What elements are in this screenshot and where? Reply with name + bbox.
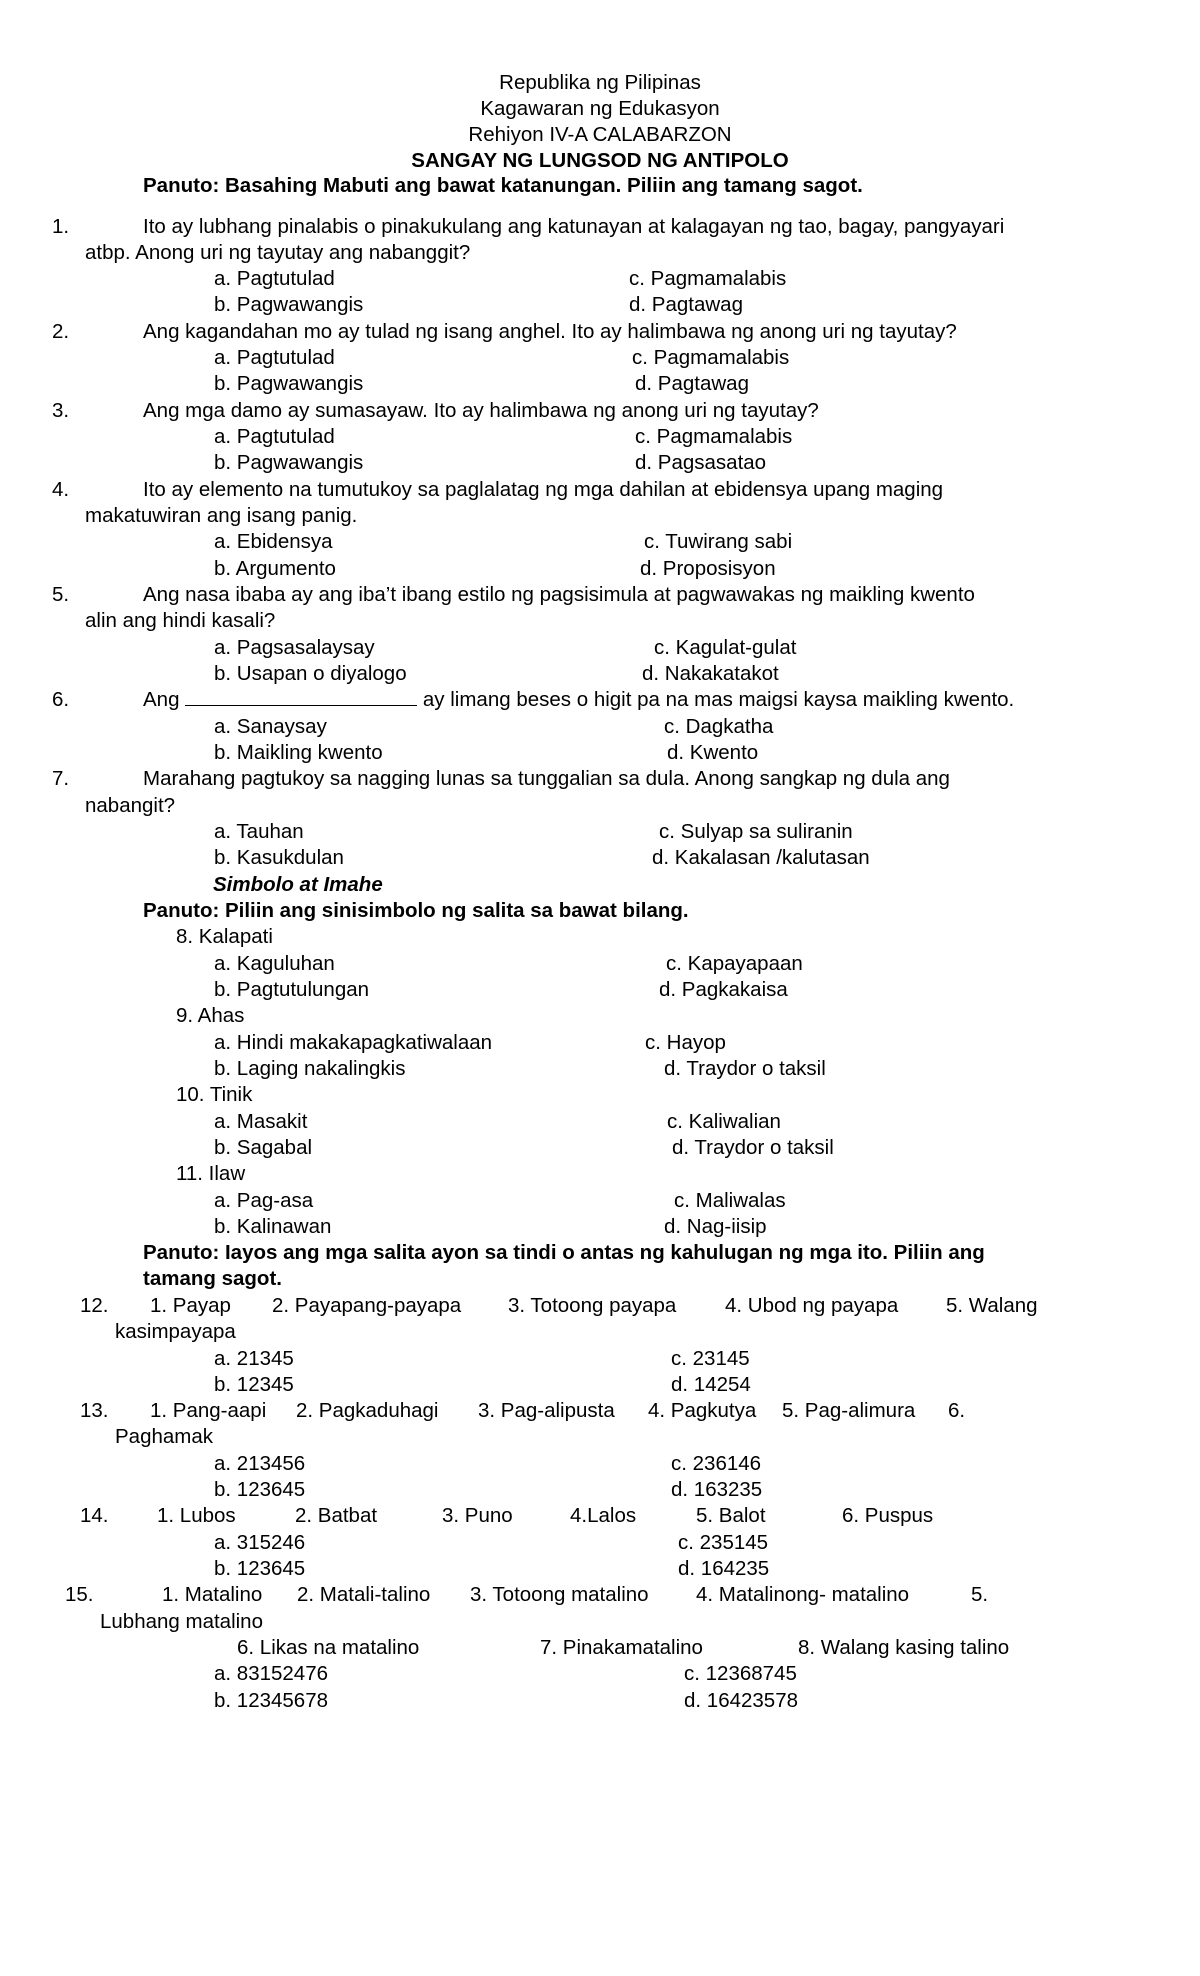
question-number: 1. [52, 215, 70, 238]
choice-d: d. Proposisyon [640, 557, 776, 580]
choice-a: a. Tauhan [214, 820, 304, 843]
word-1: 1. Lubos [157, 1504, 236, 1527]
choice-b: b. Argumento [214, 557, 336, 580]
word-6: 6. [948, 1399, 966, 1422]
choice-d: d. 163235 [671, 1478, 763, 1501]
question-text: Ito ay elemento na tumutukoy sa paglalatag ng mga dahilan at ebidensya upang maging [143, 478, 944, 501]
choice-d: d. Nag-iisip [664, 1215, 767, 1238]
choice-b: b. 123645 [214, 1557, 306, 1580]
choice-b: b. Pagwawangis [214, 372, 364, 395]
choice-a: a. 315246 [214, 1531, 306, 1554]
word-5: 5. Walang [946, 1294, 1038, 1317]
instruction-2: Panuto: Piliin ang sinisimbolo ng salita sa bawat bilang. [143, 899, 689, 922]
choice-a: a. Sanaysay [214, 715, 327, 738]
choice-d: d. Pagkakaisa [659, 978, 788, 1001]
question-text: Marahang pagtukoy sa nagging lunas sa tunggalian sa dula. Anong sangkap ng dula ang [143, 767, 950, 790]
instruction-3-cont: tamang sagot. [143, 1267, 282, 1290]
text-before-blank: Ang [143, 688, 180, 711]
question-number: 14. [80, 1504, 109, 1527]
choice-d: d. Traydor o taksil [664, 1057, 826, 1080]
question-label: 11. Ilaw [176, 1162, 246, 1185]
word-1: 1. Pang-aapi [150, 1399, 267, 1422]
choice-b: b. 12345678 [214, 1689, 329, 1712]
word-4: 4. Matalinong- matalino [696, 1583, 910, 1606]
choice-b: b. Kasukdulan [214, 846, 344, 869]
choice-c: c. Dagkatha [664, 715, 774, 738]
question-number: 3. [52, 399, 70, 422]
choice-a: a. 21345 [214, 1347, 294, 1370]
choice-d: d. 164235 [678, 1557, 770, 1580]
section-title: Simbolo at Imahe [213, 873, 383, 896]
choice-c: c. Kapayapaan [666, 952, 803, 975]
question-text-cont: atbp. Anong uri ng tayutay ang nabanggit? [85, 241, 471, 264]
word-4: 4. Ubod ng payapa [725, 1294, 899, 1317]
choice-a: a. Masakit [214, 1110, 308, 1133]
choice-a: a. 83152476 [214, 1662, 329, 1685]
word-8: 8. Walang kasing talino [798, 1636, 1010, 1659]
question-number: 5. [52, 583, 70, 606]
choice-c: c. Kaliwalian [667, 1110, 781, 1133]
word-3: 3. Totoong payapa [508, 1294, 677, 1317]
word-cont: Paghamak [115, 1425, 214, 1448]
choice-c: c. Hayop [645, 1031, 726, 1054]
word-3: 3. Totoong matalino [470, 1583, 649, 1606]
word-3: 3. Puno [442, 1504, 513, 1527]
word-2: 2. Payapang-payapa [272, 1294, 462, 1317]
choice-b: b. 12345 [214, 1373, 294, 1396]
choice-b: b. Pagwawangis [214, 293, 364, 316]
choice-a: a. Pagtutulad [214, 346, 335, 369]
choice-d: d. Nakakatakot [642, 662, 779, 685]
question-text: Ang mga damo ay sumasayaw. Ito ay halimbawa ng anong uri ng tayutay? [143, 399, 819, 422]
choice-c: c. 235145 [678, 1531, 769, 1554]
question-label: 9. Ahas [176, 1004, 245, 1027]
choice-c: c. Pagmamalabis [629, 267, 787, 290]
word-7: 7. Pinakamatalino [540, 1636, 703, 1659]
word-5: 5. Pag-alimura [782, 1399, 916, 1422]
choice-c: c. 23145 [671, 1347, 750, 1370]
choice-d: d. 14254 [671, 1373, 751, 1396]
choice-d: d. Kakalasan /kalutasan [652, 846, 870, 869]
word-4: 4.Lalos [570, 1504, 637, 1527]
word-1: 1. Payap [150, 1294, 231, 1317]
question-number: 13. [80, 1399, 109, 1422]
choice-c: c. 236146 [671, 1452, 762, 1475]
choice-b: b. Kalinawan [214, 1215, 332, 1238]
question-number: 7. [52, 767, 70, 790]
question-text [143, 687, 1014, 713]
word-5: 5. Balot [696, 1504, 766, 1527]
choice-a: a. Pagtutulad [214, 425, 335, 448]
word-2: 2. Pagkaduhagi [296, 1399, 439, 1422]
instruction-3: Panuto: Iayos ang mga salita ayon sa tindi o antas ng kahulugan ng mga ito. Piliin ang [143, 1241, 985, 1264]
choice-c: c. Pagmamalabis [635, 425, 793, 448]
question-number: 12. [80, 1294, 109, 1317]
choice-a: a. 213456 [214, 1452, 306, 1475]
choice-c: c. Sulyap sa suliranin [659, 820, 853, 843]
word-cont: kasimpayapa [115, 1320, 236, 1343]
question-text: Ang kagandahan mo ay tulad ng isang anghel. Ito ay halimbawa ng anong uri ng tayutay? [143, 320, 957, 343]
question-number: 6. [52, 688, 70, 711]
header-line-2: Kagawaran ng Edukasyon [480, 97, 720, 120]
question-label: 10. Tinik [176, 1083, 253, 1106]
header-line-1: Republika ng Pilipinas [499, 71, 701, 94]
choice-a: a. Ebidensya [214, 530, 333, 553]
header-line-3: Rehiyon IV-A CALABARZON [468, 123, 732, 146]
question-label: 8. Kalapati [176, 925, 273, 948]
choice-a: a. Hindi makakapagkatiwalaan [214, 1031, 493, 1054]
choice-a: a. Pagtutulad [214, 267, 335, 290]
choice-b: b. Maikling kwento [214, 741, 383, 764]
question-number: 15. [65, 1583, 94, 1606]
word-5: 5. [971, 1583, 989, 1606]
question-number: 4. [52, 478, 70, 501]
choice-d: d. Kwento [667, 741, 759, 764]
question-text-cont: nabangit? [85, 794, 176, 817]
question-text: Ito ay lubhang pinalabis o pinakukulang ang katunayan at kalagayan ng tao, bagay, pangyayari [143, 215, 1005, 238]
choice-a: a. Pagsasalaysay [214, 636, 375, 659]
word-4: 4. Pagkutya [648, 1399, 757, 1422]
word-6: 6. Likas na matalino [237, 1636, 420, 1659]
word-2: 2. Batbat [295, 1504, 378, 1527]
word-cont: Lubhang matalino [100, 1610, 263, 1633]
choice-b: b. Sagabal [214, 1136, 313, 1159]
choice-d: d. Pagtawag [635, 372, 749, 395]
question-text-cont: makatuwiran ang isang panig. [85, 504, 358, 527]
choice-a: a. Kaguluhan [214, 952, 335, 975]
word-2: 2. Matali-talino [297, 1583, 431, 1606]
choice-c: c. Pagmamalabis [632, 346, 790, 369]
choice-d: d. 16423578 [684, 1689, 799, 1712]
header-division: SANGAY NG LUNGSOD NG ANTIPOLO [411, 149, 789, 172]
choice-d: d. Traydor o taksil [672, 1136, 834, 1159]
choice-b: b. Pagwawangis [214, 451, 364, 474]
word-1: 1. Matalino [162, 1583, 263, 1606]
choice-b: b. Usapan o diyalogo [214, 662, 407, 685]
word-6: 6. Puspus [842, 1504, 934, 1527]
choice-d: d. Pagsasatao [635, 451, 767, 474]
instruction-1: Panuto: Basahing Mabuti ang bawat katanungan. Piliin ang tamang sagot. [143, 174, 863, 197]
choice-b: b. 123645 [214, 1478, 306, 1501]
word-3: 3. Pag-alipusta [478, 1399, 615, 1422]
choice-c: c. Tuwirang sabi [644, 530, 793, 553]
choice-d: d. Pagtawag [629, 293, 743, 316]
choice-c: c. Kagulat-gulat [654, 636, 797, 659]
choice-b: b. Pagtutulungan [214, 978, 370, 1001]
answer-blank [185, 687, 417, 706]
choice-a: a. Pag-asa [214, 1189, 314, 1212]
choice-b: b. Laging nakalingkis [214, 1057, 406, 1080]
choice-c: c. 12368745 [684, 1662, 797, 1685]
text-after-blank: ay limang beses o higit pa na mas maigsi kaysa maikling kwento. [422, 688, 1015, 711]
question-text: Ang nasa ibaba ay ang iba’t ibang estilo ng pagsisimula at pagwawakas ng maikling kwento [143, 583, 975, 606]
choice-c: c. Maliwalas [674, 1189, 786, 1212]
question-number: 2. [52, 320, 70, 343]
question-text-cont: alin ang hindi kasali? [85, 609, 276, 632]
